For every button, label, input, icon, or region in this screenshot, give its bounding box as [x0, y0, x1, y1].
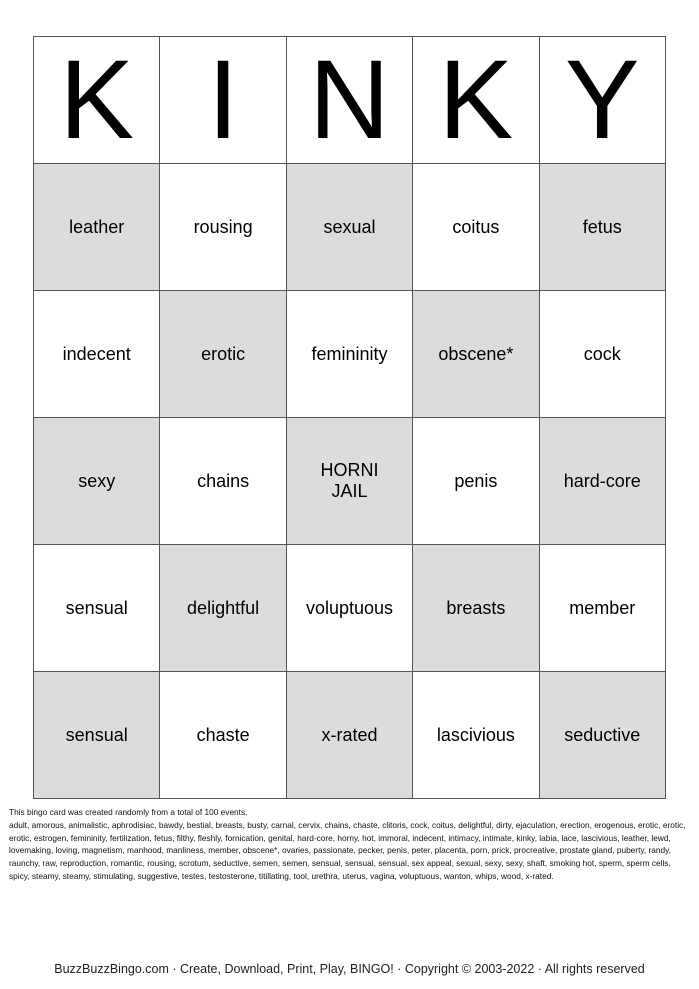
bingo-row-1 — [34, 164, 666, 291]
bingo-cell: obscene* — [413, 291, 539, 418]
header-letter-2: I — [160, 37, 286, 164]
bingo-row-5 — [34, 672, 666, 799]
bingo-cell: sensual — [34, 672, 160, 799]
bingo-cell: delightful — [160, 545, 286, 672]
header-letter-1: K — [34, 37, 160, 164]
footer-copyright: BuzzBuzzBingo.com · Create, Download, Print, Play, BINGO! · Copyright © 2003-2022 · All rights reserved — [54, 962, 645, 976]
bingo-cell: cock — [539, 291, 665, 418]
event-list-note — [9, 806, 691, 883]
bingo-cell: voluptuous — [286, 545, 412, 672]
bingo-cell: sensual — [34, 545, 160, 672]
bingo-row-4 — [34, 545, 666, 672]
header-row — [34, 37, 666, 164]
header-letter-4: K — [413, 37, 539, 164]
bingo-cell: penis — [413, 418, 539, 545]
bingo-cell: sexy — [34, 418, 160, 545]
bingo-cell: coitus — [413, 164, 539, 291]
bingo-row-3 — [34, 418, 666, 545]
bingo-cell: seductive — [539, 672, 665, 799]
bingo-cell: chaste — [160, 672, 286, 799]
bingo-cell: member — [539, 545, 665, 672]
bingo-row-2 — [34, 291, 666, 418]
bingo-cell: fetus — [539, 164, 665, 291]
bingo-cell: breasts — [413, 545, 539, 672]
bingo-cell: x-rated — [286, 672, 412, 799]
bingo-card — [33, 36, 666, 799]
bingo-cell: chains — [160, 418, 286, 545]
header-letter-5: Y — [539, 37, 665, 164]
bingo-cell: erotic — [160, 291, 286, 418]
bingo-cell: indecent — [34, 291, 160, 418]
event-list: adult, amorous, animalistic, aphrodisiac, bawdy, bestial, breasts, busty, carnal, cervix, chains, chaste, clitoris, cock, coitus, delightful, dirty, ejaculation, erection, erogenous, erotic, erotic, erotic, estrogen, femininity, fertilization, fetus, filthy, fleshly, fornication, genital, hard-core, horny, hot, immoral, indecent, intimacy, intimate, kinky, labia, lace, lascivious, leather, lewd, lovemaking, loving, magnetism, manhood, manliness, member, obscene*, ovaries, passionate, pecker, penis, peter, placenta, porn, prick, procreative, prostate gland, puberty, randy, raunchy, raw, reproduction, romantic, rousing, scrotum, seductive, semen, semen, sensual, sensual, sensual, sex appeal, sexual, sexy, sexy, shaft, smoking hot, sperm, sperm cells, spicy, steamy, steamy, stimulating, suggestive, testes, testosterone, titillating, tool, urethra, uterus, vagina, voluptuous, wanton, whips, wood, x-rated. — [9, 819, 686, 881]
free-space-cell: HORNI JAIL — [286, 418, 412, 545]
event-count-text: This bingo card was created randomly from a total of 100 events. — [9, 807, 248, 817]
bingo-cell: rousing — [160, 164, 286, 291]
bingo-cell: leather — [34, 164, 160, 291]
header-letter-3: N — [286, 37, 412, 164]
bingo-cell: sexual — [286, 164, 412, 291]
bingo-cell: femininity — [286, 291, 412, 418]
bingo-cell: lascivious — [413, 672, 539, 799]
bingo-cell: hard-core — [539, 418, 665, 545]
